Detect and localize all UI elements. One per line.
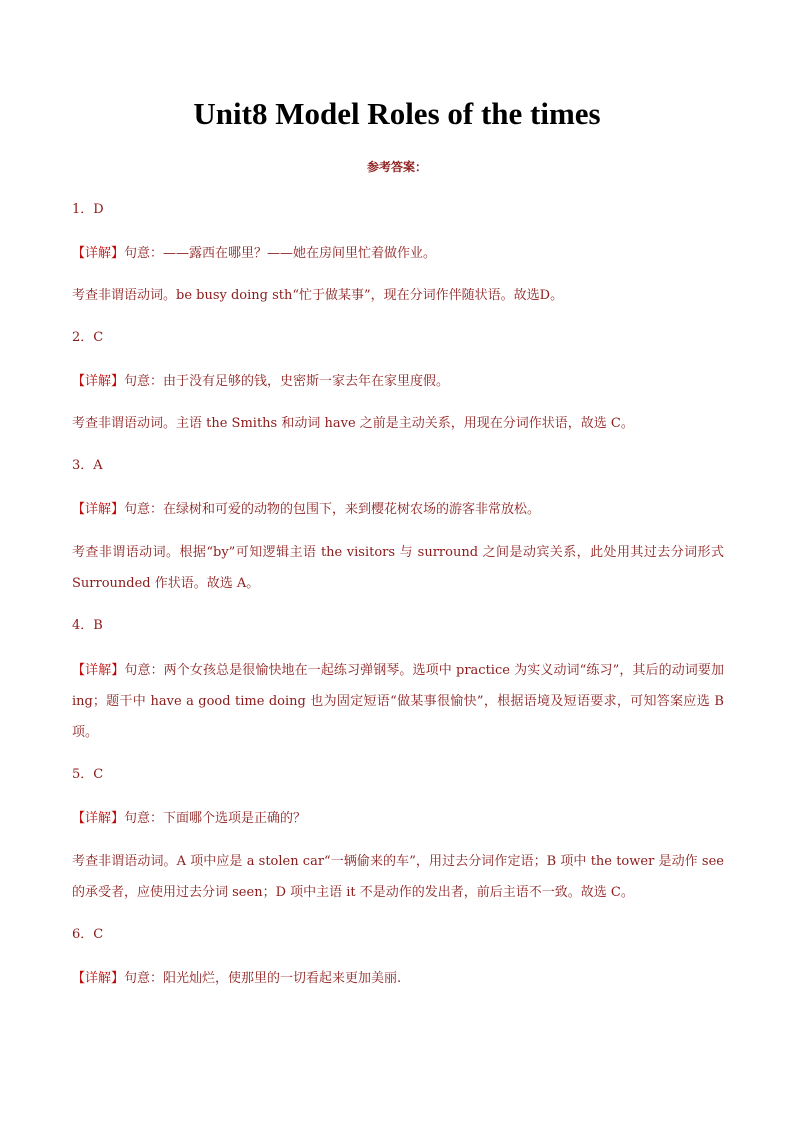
answer-analysis: 考查非谓语动词。be busy doing sth“忙于做某事”，现在分词作伴随状语。故选D。	[72, 288, 564, 303]
answer-number: 6．C	[72, 927, 104, 942]
detail-label: 【详解】	[72, 663, 125, 678]
answer-number: 2．C	[72, 330, 104, 345]
detail-label: 【详解】	[72, 374, 125, 389]
answer-number: 4．B	[72, 618, 103, 633]
page-title: Unit8 Model Roles of the times	[193, 96, 601, 131]
detail-text: 句意：由于没有足够的钱，史密斯一家去年在家里度假。	[124, 374, 450, 389]
answer-list	[72, 200, 724, 1011]
detail-text: 句意：在绿树和可爱的动物的包围下，来到樱花树农场的游客非常放松。	[124, 502, 541, 517]
answer-detail	[72, 969, 724, 989]
answer-detail	[72, 655, 724, 748]
answer-analysis: 考查非谓语动词。A 项中应是 a stolen car“一辆偷来的车”，用过去分词作定语；B 项中 the tower 是动作 see 的承受者，应使用过去分词 seen；D 项中主语 it 不是动作的发出者，前后主语不一致。故选 C。	[72, 854, 724, 900]
detail-label: 【详解】	[72, 811, 125, 826]
answer-number: 1．D	[72, 202, 104, 217]
answer-detail	[72, 372, 724, 392]
detail-text: 句意：下面哪个选项是正确的？	[124, 811, 307, 826]
answer-analysis: 考查非谓语动词。主语 the Smiths 和动词 have 之前是主动关系，用现在分词作状语，故选 C。	[72, 416, 634, 431]
detail-text: 句意：阳光灿烂，使那里的一切看起来更加美丽.	[124, 971, 402, 986]
detail-text: 句意：两个女孩总是很愉快地在一起练习弹钢琴。选项中 practice 为实义动词“练习”，其后的动词要加 ing；题干中 have a good time doing 也为固定短语“做某事很愉快”，根据语境及短语要求，可知答案应选 B 项。	[72, 663, 724, 740]
answer-detail	[72, 244, 724, 264]
detail-label: 【详解】	[72, 502, 125, 517]
answer-number: 5．C	[72, 767, 104, 782]
answer-number: 3．A	[72, 458, 103, 473]
answer-detail	[72, 500, 724, 520]
detail-text: 句意：——露西在哪里？——她在房间里忙着做作业。	[124, 246, 437, 261]
detail-label: 【详解】	[72, 246, 125, 261]
detail-label: 【详解】	[72, 971, 125, 986]
answer-analysis: 考查非谓语动词。根据“by”可知逻辑主语 the visitors 与 surround 之间是动宾关系，此处用其过去分词形式 Surrounded 作状语。故选 A。	[72, 545, 724, 591]
answer-key-heading: 参考答案：	[366, 160, 427, 174]
answer-detail	[72, 809, 724, 829]
